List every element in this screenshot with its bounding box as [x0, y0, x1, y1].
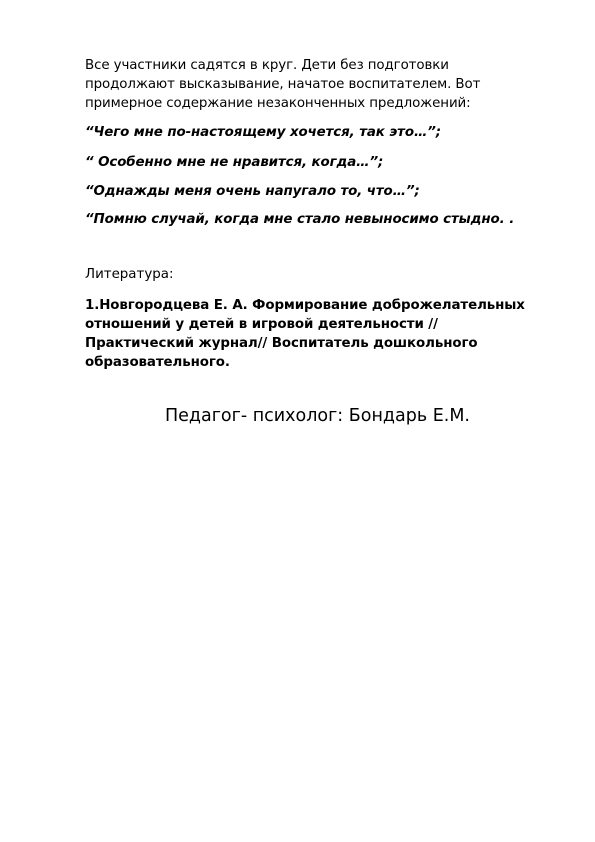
literature-heading: Литература: [85, 267, 174, 282]
unfinished-sentence-3: “Однажды меня очень напугало то, что…”; [85, 184, 420, 199]
literature-reference: 1.Новгородцева Е. А. Формирование доброжелательных отношений у детей в игровой деятельности //Практический журнал// Воспитатель дошкольного образовательного. [85, 298, 525, 370]
unfinished-sentence-4: “Помню случай, когда мне стало невыносимо стыдно. . [85, 212, 515, 227]
intro-paragraph: Все участники садятся в круг. Дети без подготовки продолжают высказывание, начатое воспитателем. Вот примерное содержание незаконченных предложений: [85, 58, 481, 111]
unfinished-sentence-2: “ Особенно мне не нравится, когда…”; [85, 155, 384, 170]
author-signature: Педагог- психолог: Бондарь Е.М. [164, 406, 470, 426]
unfinished-sentence-1: “Чего мне по-настоящему хочется, так это…”; [85, 125, 442, 140]
